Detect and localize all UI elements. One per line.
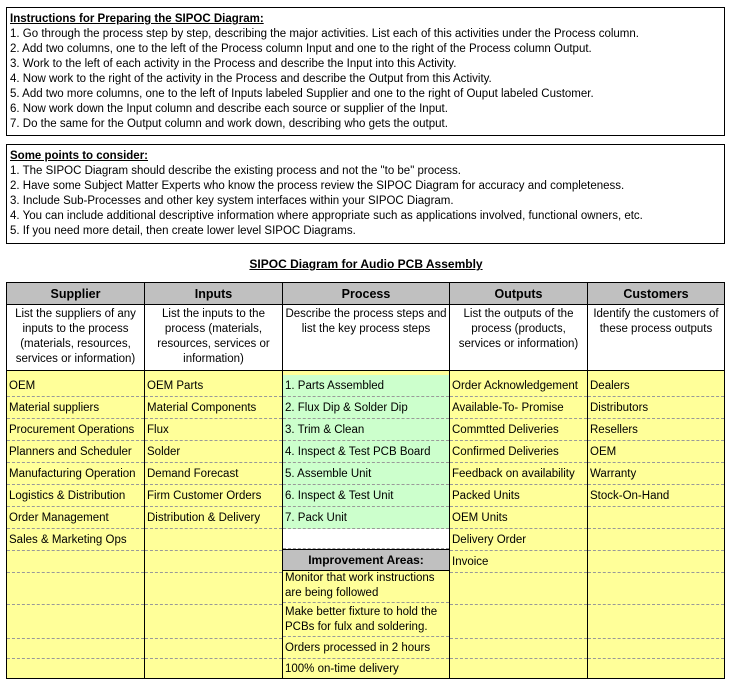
supplier-cell: Material suppliers	[7, 397, 144, 419]
output-cell: Invoice	[450, 551, 587, 573]
input-cell: Demand Forecast	[145, 463, 282, 485]
empty-cell	[588, 573, 724, 605]
process-header: Process	[283, 283, 449, 305]
point-line: 5. If you need more detail, then create lower level SIPOC Diagrams.	[10, 225, 356, 237]
improvement-item: Orders processed in 2 hours	[283, 637, 449, 659]
empty-cell	[145, 573, 282, 605]
customers-description: Identify the customers of these process outputs	[588, 305, 724, 371]
output-cell: Feedback on availability	[450, 463, 587, 485]
output-cell: Delivery Order	[450, 529, 587, 551]
point-line: 2. Have some Subject Matter Experts who know the process review the SIPOC Diagram for accuracy and completeness.	[10, 180, 625, 192]
process-step: 2. Flux Dip & Solder Dip	[283, 397, 449, 419]
empty-cell	[450, 573, 587, 605]
input-cell: Distribution & Delivery	[145, 507, 282, 529]
inputs-description: List the inputs to the process (materials, resources, services or information)	[145, 305, 282, 371]
outputs-description: List the outputs of the process (products, services or information)	[450, 305, 587, 371]
process-step: 4. Inspect & Test PCB Board	[283, 441, 449, 463]
supplier-cell: Logistics & Distribution	[7, 485, 144, 507]
empty-cell	[283, 529, 449, 549]
instruction-line: 2. Add two columns, one to the left of the Process column Input and one to the right of the Process column Output.	[10, 43, 592, 55]
outputs-column	[450, 283, 588, 678]
improvement-item: Make better fixture to hold the PCBs for fulx and soldering.	[283, 603, 449, 637]
improvement-item: Monitor that work instructions are being followed	[283, 571, 449, 603]
empty-cell	[7, 605, 144, 639]
supplier-header: Supplier	[7, 283, 144, 305]
empty-cell	[145, 605, 282, 639]
points-box	[6, 144, 725, 244]
point-line: 1. The SIPOC Diagram should describe the existing process and not the "to be" process.	[10, 165, 461, 177]
improvement-header: Improvement Areas:	[283, 549, 449, 571]
process-description: Describe the process steps and list the key process steps	[283, 305, 449, 371]
empty-cell	[145, 639, 282, 659]
supplier-cell: Sales & Marketing Ops	[7, 529, 144, 551]
instructions-box	[6, 7, 725, 136]
customers-header: Customers	[588, 283, 724, 305]
points-title: Some points to consider:	[10, 150, 149, 162]
point-line: 3. Include Sub-Processes and other key system interfaces within your SIPOC Diagram.	[10, 195, 454, 207]
output-cell: Commtted Deliveries	[450, 419, 587, 441]
supplier-cell: Order Management	[7, 507, 144, 529]
inputs-header: Inputs	[145, 283, 282, 305]
output-cell: Confirmed Deliveries	[450, 441, 587, 463]
supplier-cell: Manufacturing Operation	[7, 463, 144, 485]
supplier-cell: Planners and Scheduler	[7, 441, 144, 463]
empty-cell	[7, 639, 144, 659]
point-line: 4. You can include additional descriptive information where appropriate such as applications involved, functional owners, etc.	[10, 210, 643, 222]
input-cell: OEM Parts	[145, 375, 282, 397]
inputs-column	[145, 283, 283, 678]
customer-cell: Dealers	[588, 375, 724, 397]
input-cell: Material Components	[145, 397, 282, 419]
output-cell: Order Acknowledgement	[450, 375, 587, 397]
process-column	[283, 283, 450, 678]
process-step: 5. Assemble Unit	[283, 463, 449, 485]
instruction-line: 3. Work to the left of each activity in the Process and describe the Input into this Activity.	[10, 58, 457, 70]
instruction-line: 5. Add two more columns, one to the left of Inputs labeled Supplier and one to the right of Ouput labeled Customer.	[10, 88, 594, 100]
process-step: 1. Parts Assembled	[283, 375, 449, 397]
output-cell: OEM Units	[450, 507, 587, 529]
output-cell: Packed Units	[450, 485, 587, 507]
customer-cell: Warranty	[588, 463, 724, 485]
supplier-column	[7, 283, 145, 678]
empty-cell	[7, 551, 144, 573]
diagram-title: SIPOC Diagram for Audio PCB Assembly	[249, 257, 483, 271]
sipoc-table	[6, 282, 725, 679]
empty-cell	[450, 639, 587, 659]
empty-cell	[588, 639, 724, 659]
outputs-header: Outputs	[450, 283, 587, 305]
empty-cell	[450, 605, 587, 639]
instruction-line: 7. Do the same for the Output column and work down, describing who gets the output.	[10, 118, 448, 130]
instructions-title: Instructions for Preparing the SIPOC Diagram:	[10, 13, 264, 25]
empty-cell	[588, 507, 724, 529]
empty-cell	[588, 529, 724, 551]
empty-cell	[145, 529, 282, 551]
customer-cell: Resellers	[588, 419, 724, 441]
instruction-line: 4. Now work to the right of the activity in the Process and describe the Output from this Activity.	[10, 73, 492, 85]
supplier-description: List the suppliers of any inputs to the process (materials, resources, services or information)	[7, 305, 144, 371]
process-step: 6. Inspect & Test Unit	[283, 485, 449, 507]
input-cell: Flux	[145, 419, 282, 441]
customers-column	[588, 283, 724, 678]
improvement-item: 100% on-time delivery	[285, 663, 399, 675]
customer-cell: OEM	[588, 441, 724, 463]
process-step: 3. Trim & Clean	[283, 419, 449, 441]
empty-cell	[588, 605, 724, 639]
empty-cell	[145, 551, 282, 573]
instruction-line: 6. Now work down the Input column and describe each source or supplier of the Input.	[10, 103, 448, 115]
instruction-line: 1. Go through the process step by step, describing the major activities. List each of this activities under the Process column.	[10, 28, 639, 40]
empty-cell	[588, 551, 724, 573]
output-cell: Available-To- Promise	[450, 397, 587, 419]
process-step: 7. Pack Unit	[283, 507, 449, 529]
input-cell: Firm Customer Orders	[145, 485, 282, 507]
customer-cell: Stock-On-Hand	[588, 485, 724, 507]
empty-cell	[7, 573, 144, 605]
supplier-cell: OEM	[7, 375, 144, 397]
input-cell: Solder	[145, 441, 282, 463]
customer-cell: Distributors	[588, 397, 724, 419]
supplier-cell: Procurement Operations	[7, 419, 144, 441]
